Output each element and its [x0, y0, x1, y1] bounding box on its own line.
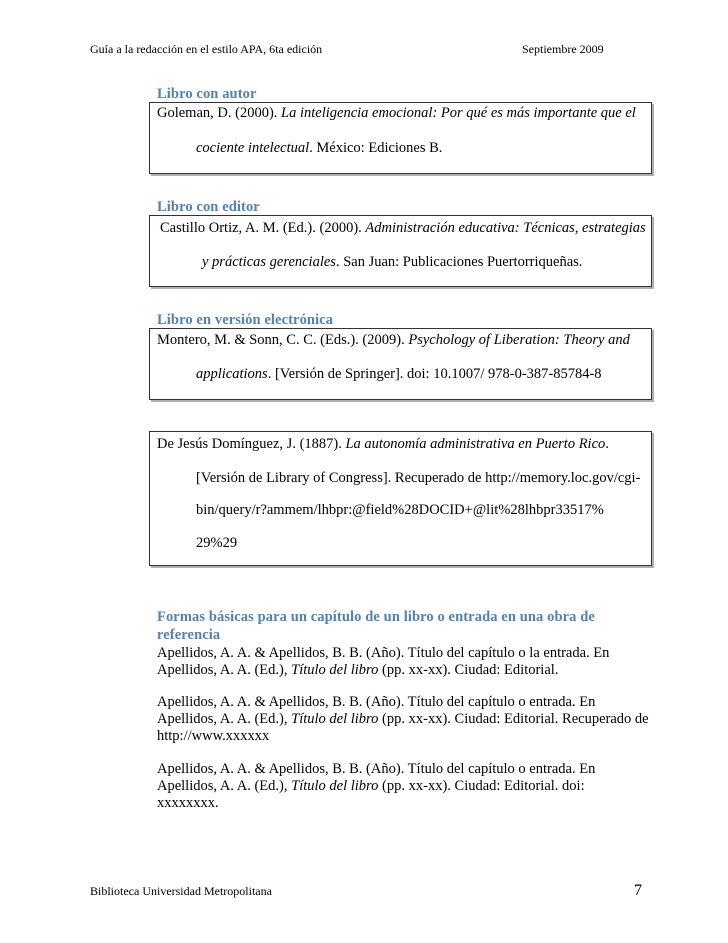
reference-author: De Jesús Domínguez, J. (1887).	[157, 436, 346, 452]
reference-line	[157, 105, 636, 122]
reference-publisher: . San Juan: Publicaciones Puertorriqueñas.	[335, 254, 583, 270]
reference-publisher: . [Versión de Springer]. doi: 10.1007/ 978-0-387-85784-8	[267, 366, 602, 382]
form-line: Apellidos, A. A. & Apellidos, B. B. (Año). Título del capítulo o entrada. En	[157, 761, 596, 777]
form-line: http://www.xxxxxx	[157, 728, 270, 744]
reference-title: cociente intelectual	[196, 140, 310, 156]
reference-box-electronica	[149, 328, 652, 400]
heading-libro-version-electronica: Libro en versión electrónica	[157, 312, 334, 328]
reference-title: Psychology of Liberation: Theory and	[408, 332, 630, 348]
form-line: Apellidos, A. A. (Ed.), Título del libro (pp. xx-xx). Ciudad: Editorial.	[157, 662, 559, 678]
reference-line	[160, 220, 646, 237]
form-line: Apellidos, A. A. & Apellidos, B. B. (Año). Título del capítulo o la entrada. En	[157, 645, 610, 661]
reference-line	[196, 366, 602, 383]
reference-box-autor	[149, 102, 652, 174]
reference-title: La autonomía administrativa en Puerto Rico	[345, 436, 606, 452]
reference-box-editor	[149, 215, 652, 287]
reference-line	[157, 332, 630, 349]
footer-library-name: Biblioteca Universidad Metropolitana	[90, 884, 272, 898]
reference-author: Montero, M. & Sonn, C. C. (Eds.). (2009).	[157, 332, 409, 348]
reference-line: 29%29	[196, 535, 238, 551]
reference-line: bin/query/r?ammem/lhbpr:@field%28DOCID+@lit%28lhbpr33517%	[196, 502, 604, 518]
reference-publisher: . México: Ediciones B.	[309, 140, 443, 156]
form-line: Apellidos, A. A. (Ed.), Título del libro (pp. xx-xx). Ciudad: Editorial. doi:	[157, 778, 585, 794]
form-line: xxxxxxxx.	[157, 795, 219, 811]
reference-title: applications	[196, 366, 268, 382]
reference-title: Administración educativa: Técnicas, estrategias	[365, 220, 646, 236]
reference-line: [Versión de Library of Congress]. Recuperado de http://memory.loc.gov/cgi-	[196, 470, 641, 486]
reference-title: y prácticas gerenciales	[202, 254, 336, 270]
header-date: Septiembre 2009	[522, 42, 604, 56]
form-line: Apellidos, A. A. & Apellidos, B. B. (Año). Título del capítulo o entrada. En	[157, 694, 596, 710]
heading-libro-con-autor: Libro con autor	[157, 86, 257, 102]
reference-title: La inteligencia emocional: Por qué es más importante que el	[281, 105, 636, 121]
reference-line	[196, 140, 442, 157]
page-number: 7	[634, 882, 642, 899]
reference-box-library-of-congress	[149, 431, 652, 566]
heading-libro-con-editor: Libro con editor	[157, 199, 260, 215]
form-line: Apellidos, A. A. (Ed.), Título del libro (pp. xx-xx). Ciudad: Editorial. Recuperado de	[157, 711, 649, 727]
reference-line	[202, 254, 582, 271]
reference-author: Goleman, D. (2000).	[157, 105, 282, 121]
reference-author: Castillo Ortiz, A. M. (Ed.). (2000).	[160, 220, 366, 236]
heading-formas-basicas: Formas básicas para un capítulo de un libro o entrada en una obra de	[157, 609, 595, 625]
reference-line: De Jesús Domínguez, J. (1887). La autonomía administrativa en Puerto Rico.	[157, 436, 609, 452]
header-title: Guía a la redacción en el estilo APA, 6ta edición	[90, 42, 323, 56]
heading-formas-basicas-cont: referencia	[157, 627, 221, 643]
